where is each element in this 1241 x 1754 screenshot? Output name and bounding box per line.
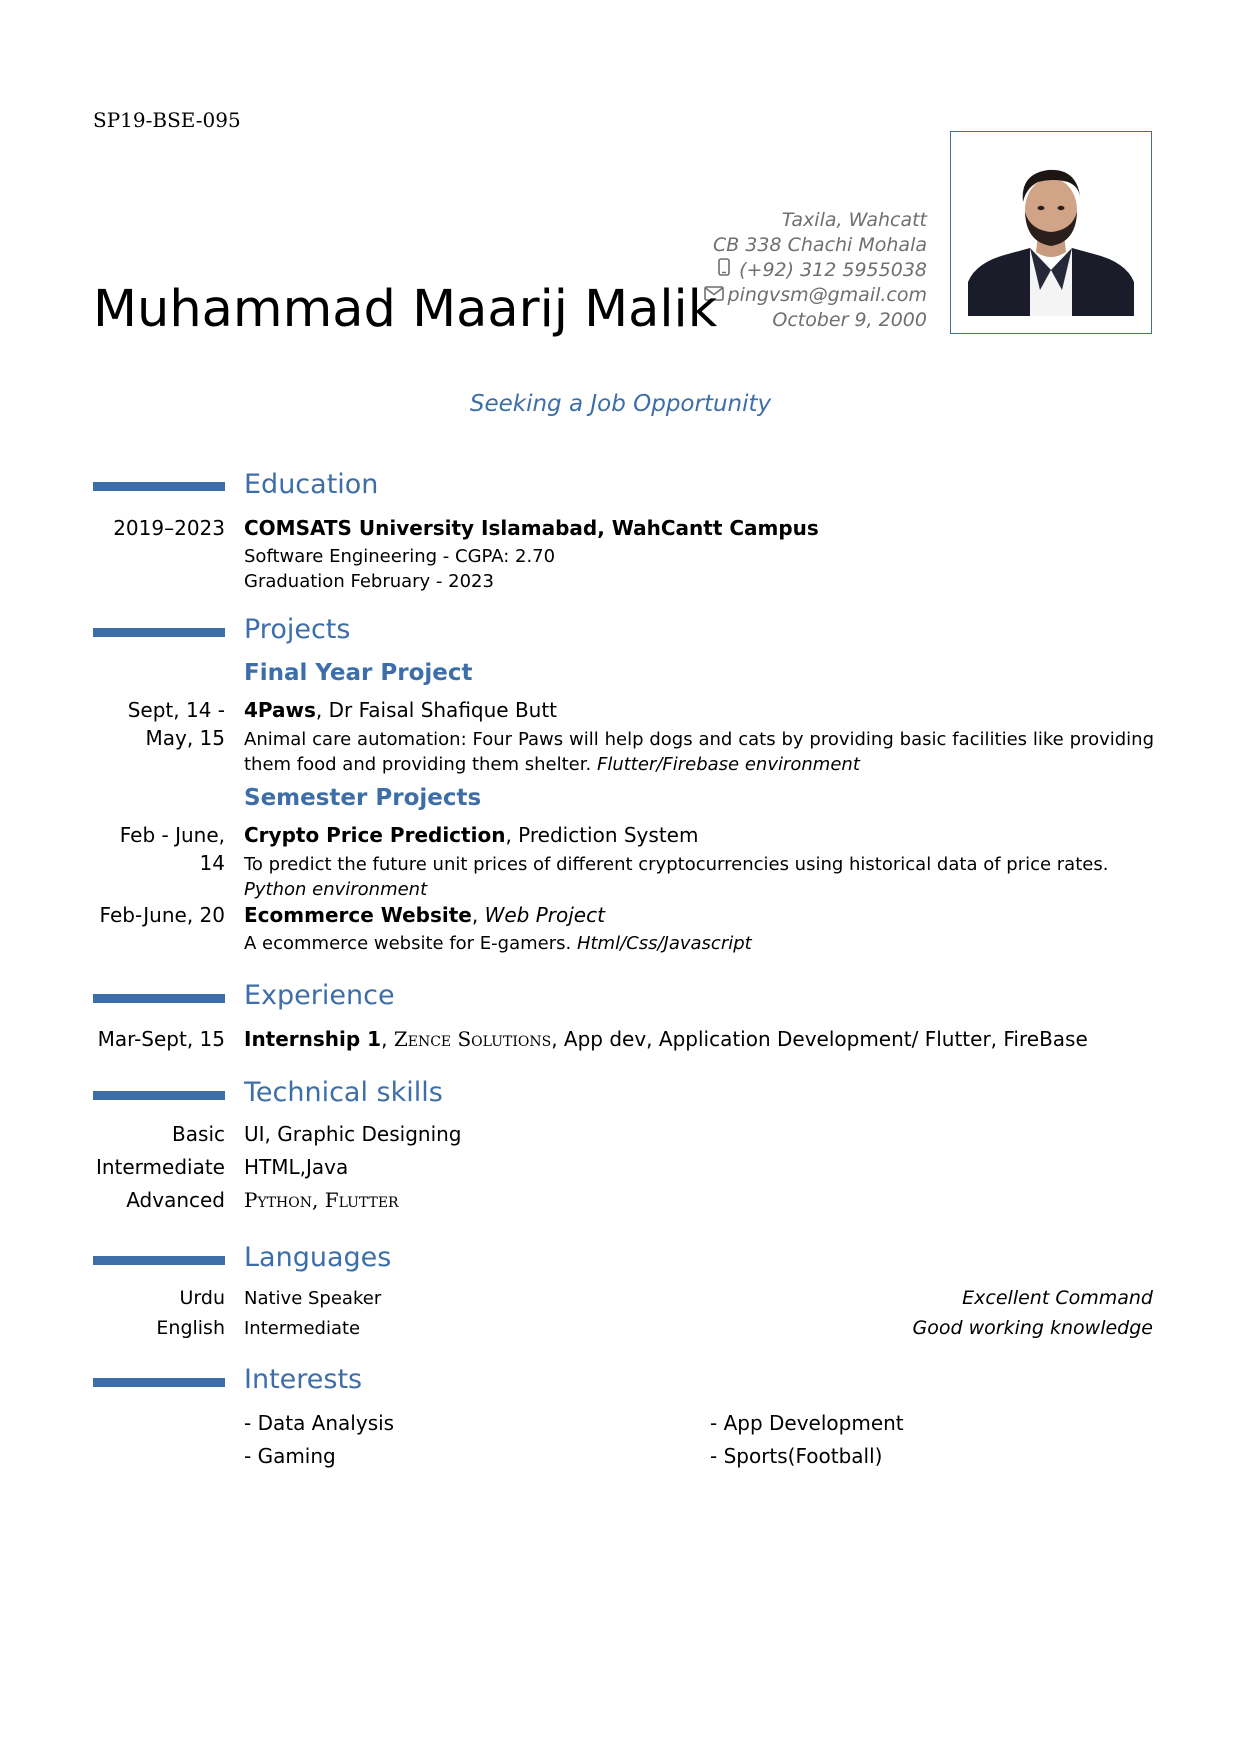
interest-item: - Sports(Football): [710, 1444, 883, 1468]
section-title-languages: Languages: [244, 1242, 392, 1273]
ecommerce-kind: Web Project: [484, 903, 605, 927]
section-title-projects: Projects: [244, 614, 351, 645]
fyp-date-end: May, 15: [145, 726, 225, 750]
skill-value-basic: UI, Graphic Designing: [244, 1122, 462, 1146]
language-urdu-level: Native Speaker: [244, 1288, 382, 1309]
skill-value-intermediate: HTML,Java: [244, 1155, 349, 1179]
subsection-semester-projects: Semester Projects: [244, 785, 482, 811]
fyp-heading: [244, 697, 557, 723]
crypto-environment: Python environment: [244, 879, 428, 900]
contact-city: Taxila, Wahcatt: [781, 209, 927, 231]
crypto-description: To predict the future unit prices of different cryptocurrencies using historical data of price rates.: [244, 854, 1109, 875]
section-title-experience: Experience: [244, 980, 395, 1011]
contact-phone: (+92) 312 5955038: [739, 259, 927, 281]
education-date: 2019–2023: [113, 516, 225, 540]
section-bar-projects: [93, 628, 225, 637]
experience-company: Zence Solutions: [393, 1027, 552, 1051]
ecommerce-heading: Ecommerce Website, Web Project: [244, 903, 605, 927]
skill-level-intermediate: Intermediate: [95, 1155, 225, 1179]
section-bar-experience: [93, 994, 225, 1003]
education-degree: Software Engineering - CGPA: 2.70: [244, 546, 556, 567]
fyp-name: 4Paws: [244, 698, 316, 722]
language-urdu: Urdu: [179, 1287, 225, 1309]
skill-level-advanced: Advanced: [126, 1188, 225, 1212]
section-title-skills: Technical skills: [244, 1077, 443, 1108]
candidate-name: Muhammad Maarij Malik: [93, 280, 718, 339]
contact-address: CB 338 Chachi Mohala: [712, 234, 927, 256]
fyp-environment: Flutter/Firebase environment: [596, 754, 860, 775]
language-english-level: Intermediate: [244, 1318, 361, 1339]
ecommerce-description: A ecommerce website for E-gamers.: [244, 933, 572, 954]
tagline: Seeking a Job Opportunity: [469, 391, 772, 417]
fyp-date-start: Sept, 14 -: [127, 698, 225, 722]
language-english-comment: Good working knowledge: [912, 1317, 1153, 1339]
crypto-date-start: Feb - June,: [119, 823, 225, 847]
ecommerce-environment: Html/Css/Javascript: [576, 933, 752, 954]
fyp-description: Animal care automation: Four Paws will help dogs and cats by providing basic facilities like providing them food and providing them shelter.: [244, 729, 1154, 775]
crypto-heading: [244, 822, 698, 848]
mobile-phone-icon: [715, 258, 733, 283]
section-title-education: Education: [244, 469, 379, 500]
education-graduation: Graduation February - 2023: [244, 571, 494, 592]
document-id: SP19-BSE-095: [93, 108, 241, 132]
fyp-supervisor: , Dr Faisal Shafique Butt: [315, 698, 558, 722]
experience-date: Mar-Sept, 15: [97, 1027, 225, 1051]
interest-item: - App Development: [710, 1411, 904, 1435]
section-bar-languages: [93, 1256, 225, 1265]
profile-photo: [968, 150, 1134, 316]
profile-photo-frame: [950, 131, 1152, 334]
ecommerce-description-block: [244, 931, 1154, 956]
crypto-description-block: [244, 852, 1154, 902]
fyp-description-block: [244, 727, 1154, 777]
experience-entry: Internship 1, Zence Solutions, App dev, Application Development/ Flutter, FireBase: [244, 1027, 1088, 1051]
experience-role: Internship 1: [244, 1027, 382, 1051]
language-english: English: [156, 1317, 225, 1339]
interest-item: - Gaming: [244, 1444, 336, 1468]
contact-birthdate: October 9, 2000: [772, 309, 927, 331]
subsection-final-year-project: Final Year Project: [244, 660, 473, 686]
crypto-date-end: 14: [199, 851, 225, 875]
ecommerce-name: Ecommerce Website: [244, 903, 472, 927]
section-title-interests: Interests: [244, 1364, 363, 1395]
section-bar-skills: [93, 1091, 225, 1100]
education-institution: COMSATS University Islamabad, WahCantt Campus: [244, 516, 819, 540]
ecommerce-date: Feb-June, 20: [99, 903, 225, 927]
skill-level-basic: Basic: [172, 1122, 225, 1146]
section-bar-interests: [93, 1378, 225, 1387]
interest-item: - Data Analysis: [244, 1411, 395, 1435]
skill-value-advanced: Python, Flutter: [244, 1188, 399, 1212]
experience-details: , App dev, Application Development/ Flutter, FireBase: [551, 1027, 1088, 1051]
section-bar-education: [93, 482, 225, 491]
contact-email[interactable]: pingvsm@gmail.com: [727, 284, 927, 306]
language-urdu-comment: Excellent Command: [962, 1287, 1153, 1309]
crypto-name: Crypto Price Prediction: [244, 823, 506, 847]
crypto-kind: , Prediction System: [505, 823, 699, 847]
